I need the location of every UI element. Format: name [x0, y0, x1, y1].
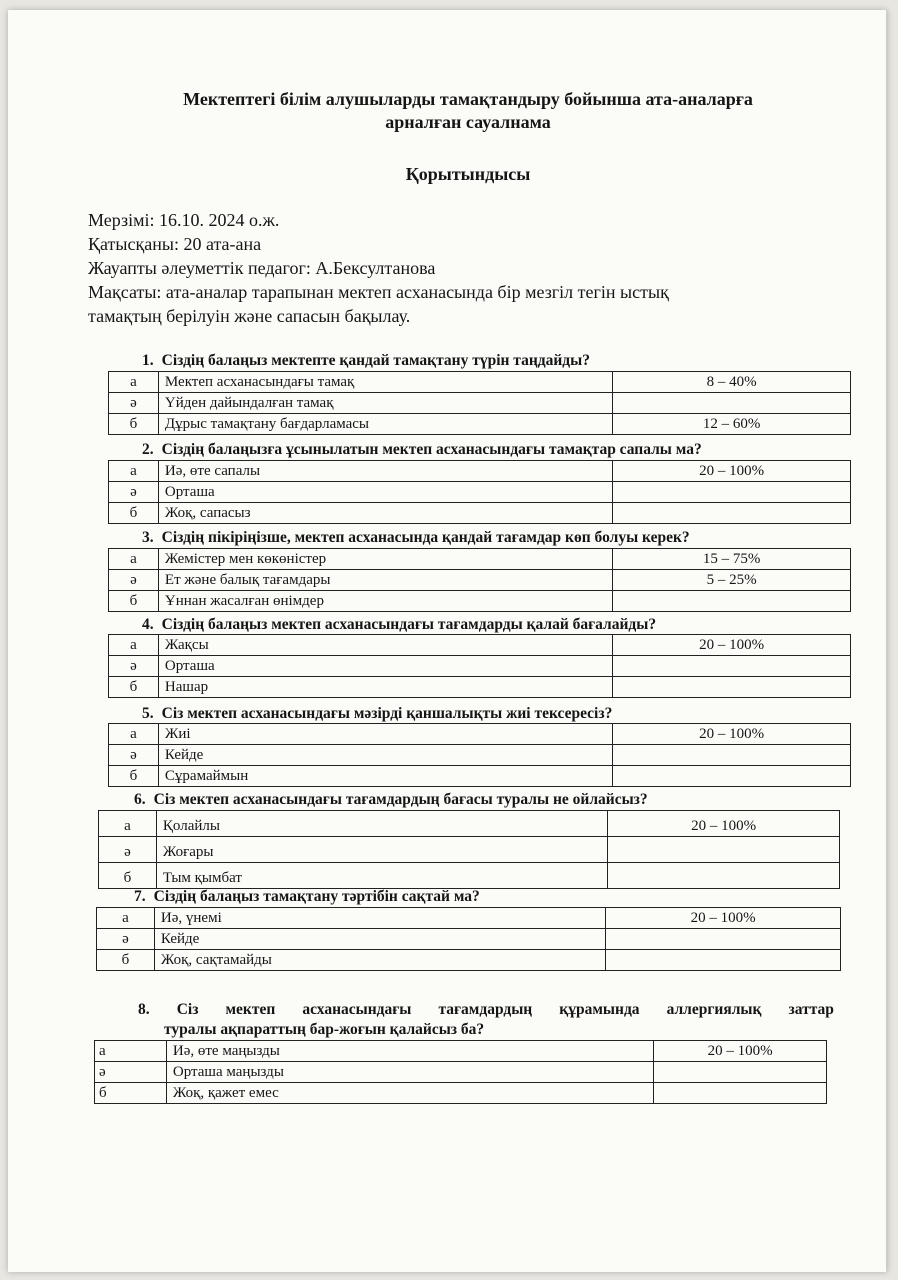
- option-answer: Орташа: [158, 656, 612, 677]
- option-value: [613, 677, 851, 698]
- question-7: [134, 888, 480, 906]
- option-letter: б: [109, 414, 159, 435]
- table-row: [95, 1083, 827, 1104]
- option-value: 15 – 75%: [613, 549, 851, 570]
- option-letter: а: [109, 724, 159, 745]
- option-value: [613, 503, 851, 524]
- option-letter: ә: [109, 656, 159, 677]
- info-block: [88, 208, 669, 328]
- table-row: [109, 570, 851, 591]
- question-text: Сіздің балаңыз мектеп асханасындағы тағамдарды қалай бағалайды?: [161, 616, 657, 633]
- table-row: [97, 908, 841, 929]
- table-row: [109, 482, 851, 503]
- option-letter: б: [97, 950, 155, 971]
- option-answer: Орташа маңызды: [166, 1062, 653, 1083]
- question-number: 5.: [142, 705, 154, 722]
- question-text: Сіздің балаңыз мектепте қандай тамақтану түрін таңдайды?: [161, 352, 591, 369]
- question-5: [142, 705, 612, 723]
- answers-table-3: [108, 548, 851, 612]
- table-row: [99, 811, 840, 837]
- option-answer: Ұннан жасалған өнімдер: [158, 591, 612, 612]
- option-value: 5 – 25%: [613, 570, 851, 591]
- option-value: [608, 863, 840, 889]
- table-row: [97, 929, 841, 950]
- option-answer: Орташа: [158, 482, 612, 503]
- option-answer: Нашар: [158, 677, 612, 698]
- answers-table-2: [108, 460, 851, 524]
- option-letter: б: [109, 766, 159, 787]
- option-answer: Кейде: [158, 745, 612, 766]
- document-title: [68, 88, 868, 134]
- option-letter: ә: [109, 482, 159, 503]
- question-number: 1.: [142, 352, 154, 369]
- option-answer: Үйден дайындалған тамақ: [158, 393, 612, 414]
- question-number: 8.: [138, 1001, 150, 1018]
- option-value: 20 – 100%: [613, 724, 851, 745]
- question-word: асханасындағы: [302, 1001, 412, 1018]
- option-value: [608, 837, 840, 863]
- option-answer: Ет және балық тағамдары: [158, 570, 612, 591]
- info-date: Мерзімі: 16.10. 2024 о.ж.: [88, 210, 280, 230]
- option-answer: Мектеп асханасындағы тамақ: [158, 372, 612, 393]
- option-letter: ә: [99, 837, 157, 863]
- question-8: [138, 1000, 834, 1040]
- option-letter: ә: [97, 929, 155, 950]
- option-letter: б: [95, 1083, 167, 1104]
- option-letter: а: [109, 372, 159, 393]
- question-text: Сіз мектеп асханасындағы тағамдардың бағасы туралы не ойлайсыз?: [153, 791, 648, 808]
- question-word: аллергиялық: [666, 1001, 762, 1018]
- info-goal-line-1: Мақсаты: ата-аналар тарапынан мектеп асханасында бір мезгіл тегін ыстық: [88, 282, 669, 302]
- option-answer: Дұрыс тамақтану бағдарламасы: [158, 414, 612, 435]
- title-line-2: арналған сауалнама: [385, 112, 551, 132]
- answers-table-6: [98, 810, 840, 889]
- table-row: [109, 591, 851, 612]
- question-6: [134, 791, 648, 809]
- question-8-line-1: [138, 1000, 834, 1020]
- table-row: [109, 745, 851, 766]
- question-text: Сіздің балаңыз тамақтану тәртібін сақтай ма?: [153, 888, 480, 905]
- option-answer: Жоғары: [156, 837, 607, 863]
- info-participants: Қатысқаны: 20 ата-ана: [88, 234, 262, 254]
- option-letter: б: [109, 503, 159, 524]
- document-subtitle: Қорытындысы: [405, 164, 531, 184]
- info-goal-line-2: тамақтың берілуін және сапасын бақылау.: [88, 306, 411, 326]
- table-row: [109, 677, 851, 698]
- option-letter: ә: [109, 393, 159, 414]
- option-letter: а: [97, 908, 155, 929]
- option-letter: ә: [109, 745, 159, 766]
- question-number: 3.: [142, 529, 154, 546]
- question-word: мектеп: [225, 1001, 276, 1018]
- option-answer: Иә, өте сапалы: [158, 461, 612, 482]
- question-word: тағамдардың: [438, 1001, 533, 1018]
- option-value: 20 – 100%: [613, 635, 851, 656]
- table-row: [109, 724, 851, 745]
- table-row: [109, 635, 851, 656]
- option-answer: Сұрамаймын: [158, 766, 612, 787]
- answers-table-4: [108, 634, 851, 698]
- option-value: 20 – 100%: [608, 811, 840, 837]
- question-2: [142, 441, 702, 459]
- table-row: [109, 372, 851, 393]
- document-page: [8, 10, 887, 1272]
- question-number: 2.: [142, 441, 154, 458]
- answers-table-8: [94, 1040, 827, 1104]
- question-number: 6.: [134, 791, 146, 808]
- question-word: құрамында: [559, 1001, 640, 1018]
- option-value: 20 – 100%: [654, 1041, 827, 1062]
- option-answer: Қолайлы: [156, 811, 607, 837]
- table-row: [99, 837, 840, 863]
- answers-table-5: [108, 723, 851, 787]
- table-row: [109, 766, 851, 787]
- option-letter: а: [109, 549, 159, 570]
- option-answer: Жемістер мен көкөністер: [158, 549, 612, 570]
- question-number: 4.: [142, 616, 154, 633]
- answers-table-1: [108, 371, 851, 435]
- table-row: [95, 1041, 827, 1062]
- option-answer: Жақсы: [158, 635, 612, 656]
- option-value: [613, 766, 851, 787]
- option-answer: Жиі: [158, 724, 612, 745]
- option-value: 20 – 100%: [606, 908, 841, 929]
- option-value: [613, 393, 851, 414]
- table-row: [109, 393, 851, 414]
- table-row: [109, 549, 851, 570]
- option-value: [613, 656, 851, 677]
- option-letter: а: [109, 635, 159, 656]
- table-row: [99, 863, 840, 889]
- option-letter: ә: [95, 1062, 167, 1083]
- option-answer: Жоқ, қажет емес: [166, 1083, 653, 1104]
- option-letter: а: [95, 1041, 167, 1062]
- table-row: [95, 1062, 827, 1083]
- option-letter: б: [99, 863, 157, 889]
- table-row: [109, 414, 851, 435]
- question-number: 7.: [134, 888, 146, 905]
- table-row: [97, 950, 841, 971]
- question-word: заттар: [788, 1001, 834, 1018]
- question-4: [142, 616, 656, 634]
- option-value: [654, 1083, 827, 1104]
- option-answer: Жоқ, сапасыз: [158, 503, 612, 524]
- option-value: [654, 1062, 827, 1083]
- option-value: [613, 482, 851, 503]
- option-letter: ә: [109, 570, 159, 591]
- option-answer: Жоқ, сақтамайды: [154, 950, 605, 971]
- question-text: Сіздің пікіріңізше, мектеп асханасында қандай тағамдар көп болуы керек?: [161, 529, 690, 546]
- table-row: [109, 656, 851, 677]
- answers-table-7: [96, 907, 841, 971]
- question-text: Сіздің балаңызға ұсынылатын мектеп асханасындағы тамақтар сапалы ма?: [161, 441, 702, 458]
- option-value: [613, 591, 851, 612]
- title-line-1: Мектептегі білім алушыларды тамақтандыру бойынша ата-аналарға: [183, 89, 753, 109]
- option-answer: Иә, үнемі: [154, 908, 605, 929]
- option-value: 20 – 100%: [613, 461, 851, 482]
- option-value: [613, 745, 851, 766]
- option-letter: а: [99, 811, 157, 837]
- option-letter: б: [109, 677, 159, 698]
- question-8-line-2: туралы ақпараттың бар-жоғын қалайсыз ба?: [164, 1021, 485, 1038]
- option-value: 8 – 40%: [613, 372, 851, 393]
- option-letter: а: [109, 461, 159, 482]
- option-value: [606, 950, 841, 971]
- info-responsible: Жауапты әлеуметтік педагог: А.Бексултанова: [88, 258, 436, 278]
- question-word: Сіз: [176, 1001, 199, 1018]
- option-letter: б: [109, 591, 159, 612]
- question-text: Сіз мектеп асханасындағы мәзірді қаншалықты жиі тексересіз?: [161, 705, 613, 722]
- option-answer: Тым қымбат: [156, 863, 607, 889]
- table-row: [109, 503, 851, 524]
- option-value: 12 – 60%: [613, 414, 851, 435]
- question-1: [142, 352, 590, 370]
- question-3: [142, 529, 690, 547]
- table-row: [109, 461, 851, 482]
- option-answer: Кейде: [154, 929, 605, 950]
- option-answer: Иә, өте маңызды: [166, 1041, 653, 1062]
- option-value: [606, 929, 841, 950]
